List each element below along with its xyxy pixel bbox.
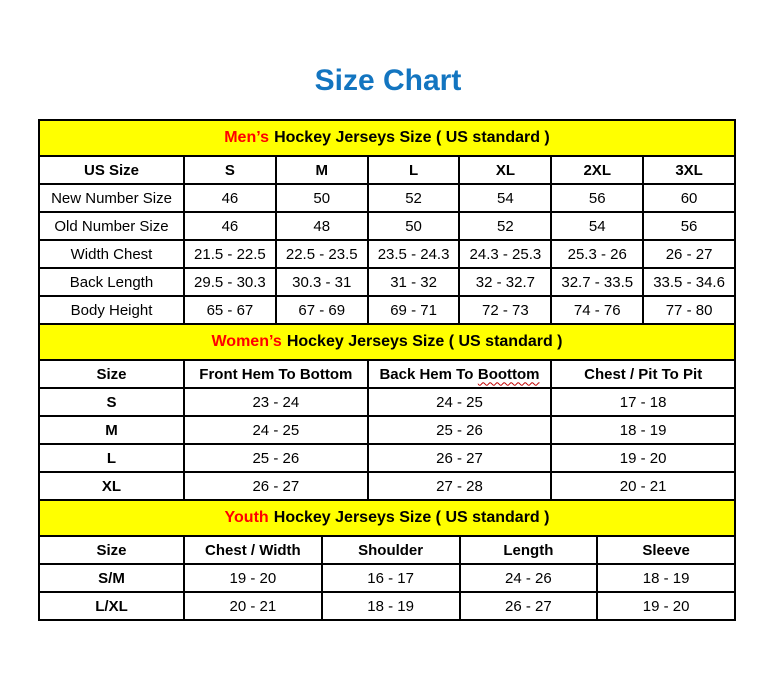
cell: 25.3 - 26: [551, 240, 643, 268]
table-row: [39, 240, 735, 268]
cell: 23.5 - 24.3: [368, 240, 460, 268]
cell: 56: [643, 212, 735, 240]
cell: 19 - 20: [184, 564, 322, 592]
cell: 52: [459, 212, 551, 240]
column-header: Shoulder: [322, 536, 460, 564]
cell: 50: [368, 212, 460, 240]
cell: 67 - 69: [276, 296, 368, 324]
table-row: [39, 184, 735, 212]
cell: 31 - 32: [368, 268, 460, 296]
cell: 27 - 28: [368, 472, 552, 500]
youth-accent-label: Youth: [224, 509, 269, 526]
cell: 46: [184, 184, 276, 212]
column-header: Length: [460, 536, 598, 564]
womens-band-text: Hockey Jerseys Size ( US standard ): [286, 333, 563, 350]
row-label: S/M: [39, 564, 184, 592]
mens-band-row: [39, 120, 735, 156]
cell: 29.5 - 30.3: [184, 268, 276, 296]
cell: 24.3 - 25.3: [459, 240, 551, 268]
row-label: M: [39, 416, 184, 444]
cell: 56: [551, 184, 643, 212]
cell: 18 - 19: [597, 564, 735, 592]
cell: 23 - 24: [184, 388, 368, 416]
cell: 19 - 20: [551, 444, 735, 472]
column-header: Front Hem To Bottom: [184, 360, 368, 388]
cell: 72 - 73: [459, 296, 551, 324]
cell: 54: [459, 184, 551, 212]
cell: 48: [276, 212, 368, 240]
cell: 18 - 19: [551, 416, 735, 444]
cell: 26 - 27: [643, 240, 735, 268]
column-header: US Size: [39, 156, 184, 184]
size-chart-tables: [38, 119, 736, 621]
mens-band-text: Hockey Jerseys Size ( US standard ): [274, 129, 550, 146]
cell: 32 - 32.7: [459, 268, 551, 296]
table-row: [39, 444, 735, 472]
cell: 32.7 - 33.5: [551, 268, 643, 296]
cell: 25 - 26: [368, 416, 552, 444]
mens-size-table: [38, 119, 736, 325]
row-label: S: [39, 388, 184, 416]
row-label: L/XL: [39, 592, 184, 620]
cell: 60: [643, 184, 735, 212]
row-label: Body Height: [39, 296, 184, 324]
womens-band-row: [39, 324, 735, 360]
column-header: L: [368, 156, 460, 184]
cell: 22.5 - 23.5: [276, 240, 368, 268]
youth-header-row: [39, 536, 735, 564]
column-header: M: [276, 156, 368, 184]
cell: 24 - 26: [460, 564, 598, 592]
column-header: 3XL: [643, 156, 735, 184]
table-row: [39, 564, 735, 592]
column-header: Chest / Width: [184, 536, 322, 564]
youth-band-row: [39, 500, 735, 536]
womens-table-title: [39, 324, 735, 360]
row-label: L: [39, 444, 184, 472]
cell: 18 - 19: [322, 592, 460, 620]
youth-size-table: [38, 499, 736, 621]
cell: 30.3 - 31: [276, 268, 368, 296]
table-row: [39, 388, 735, 416]
mens-header-row: [39, 156, 735, 184]
cell: 46: [184, 212, 276, 240]
womens-header-row: [39, 360, 735, 388]
column-header: S: [184, 156, 276, 184]
cell: 19 - 20: [597, 592, 735, 620]
row-label: XL: [39, 472, 184, 500]
mens-table-title: [39, 120, 735, 156]
cell: 74 - 76: [551, 296, 643, 324]
cell: 24 - 25: [368, 388, 552, 416]
misspelled-word: Boottom: [477, 365, 540, 383]
column-header-text: Back Hem To: [379, 365, 474, 383]
row-label: New Number Size: [39, 184, 184, 212]
column-header: Size: [39, 360, 184, 388]
table-row: [39, 592, 735, 620]
womens-accent-label: Women’s: [211, 333, 282, 350]
cell: 16 - 17: [322, 564, 460, 592]
cell: 33.5 - 34.6: [643, 268, 735, 296]
column-header: Sleeve: [597, 536, 735, 564]
cell: 52: [368, 184, 460, 212]
youth-band-text: Hockey Jerseys Size ( US standard ): [273, 509, 550, 526]
table-row: [39, 212, 735, 240]
row-label: Old Number Size: [39, 212, 184, 240]
column-header: Size: [39, 536, 184, 564]
cell: 65 - 67: [184, 296, 276, 324]
column-header: [368, 360, 552, 388]
cell: 20 - 21: [184, 592, 322, 620]
row-label: Back Length: [39, 268, 184, 296]
cell: 50: [276, 184, 368, 212]
cell: 25 - 26: [184, 444, 368, 472]
cell: 26 - 27: [460, 592, 598, 620]
column-header: 2XL: [551, 156, 643, 184]
mens-accent-label: Men’s: [224, 129, 269, 146]
cell: 54: [551, 212, 643, 240]
youth-table-title: [39, 500, 735, 536]
table-row: [39, 296, 735, 324]
row-label: Width Chest: [39, 240, 184, 268]
table-row: [39, 268, 735, 296]
cell: 77 - 80: [643, 296, 735, 324]
column-header: XL: [459, 156, 551, 184]
page-title: Size Chart: [314, 64, 462, 97]
womens-size-table: [38, 323, 736, 501]
cell: 20 - 21: [551, 472, 735, 500]
column-header: Chest / Pit To Pit: [551, 360, 735, 388]
cell: 26 - 27: [368, 444, 552, 472]
cell: 26 - 27: [184, 472, 368, 500]
cell: 21.5 - 22.5: [184, 240, 276, 268]
table-row: [39, 472, 735, 500]
cell: 24 - 25: [184, 416, 368, 444]
cell: 17 - 18: [551, 388, 735, 416]
table-row: [39, 416, 735, 444]
cell: 69 - 71: [368, 296, 460, 324]
